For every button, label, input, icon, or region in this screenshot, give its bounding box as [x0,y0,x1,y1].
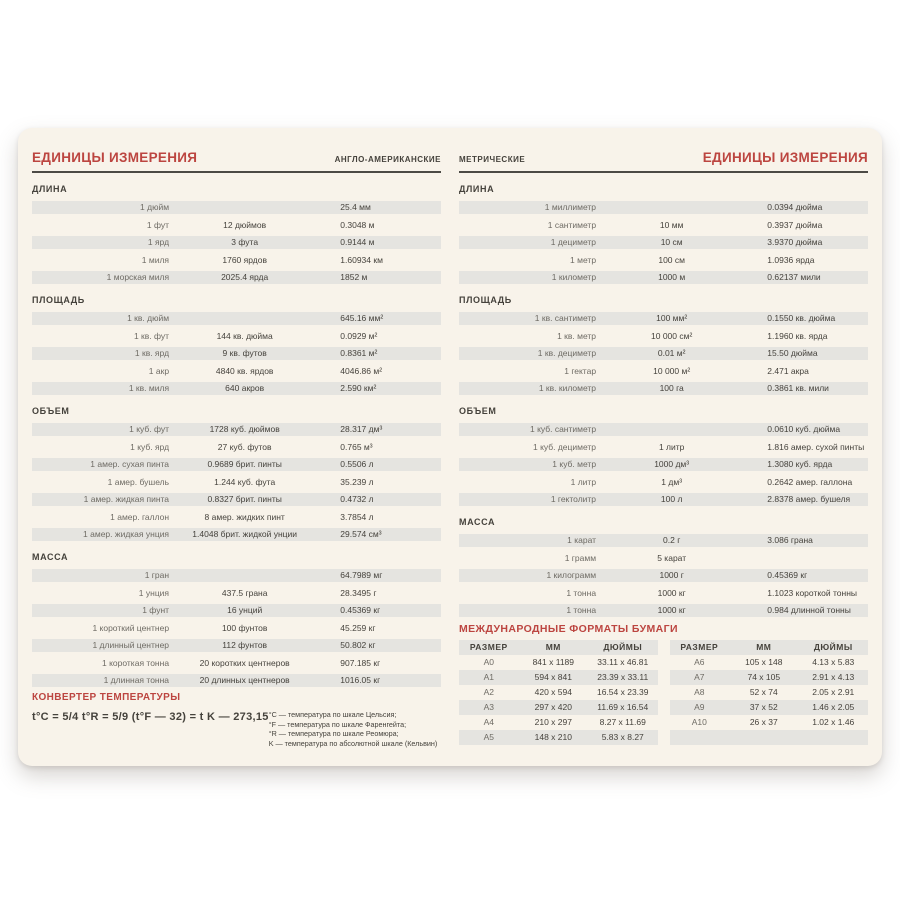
table-row [459,685,658,700]
paper-size-cell: A8 [694,687,705,697]
table-row [459,587,868,600]
table-row [459,330,868,343]
equivalent-cell: 0.2 г [663,535,681,545]
converted-value-cell: 4046.86 м² [340,365,383,376]
unit-name-cell: 1 метр [570,254,597,265]
equivalent-cell: 9 кв. футов [222,348,267,358]
paper-inch-cell: 1.46 x 2.05 [812,702,855,712]
unit-section [32,552,441,687]
unit-name-cell: 1 кв. дюйм [127,313,170,323]
converted-value-cell: 3.7854 л [340,511,374,522]
converted-value-cell: 0.0610 куб. дюйма [767,424,841,434]
converted-value-cell: 2.590 км² [340,383,377,393]
equivalent-cell: 10 мм [659,219,684,230]
paper-size-cell: A5 [483,732,494,742]
equivalent-cell: 2025.4 ярда [221,272,269,282]
equivalent-cell: 1000 г [659,570,684,580]
equivalent-cell: 27 куб. футов [217,441,272,452]
equivalent-cell: 112 фунтов [222,640,268,650]
paper-size-cell: A7 [694,672,705,682]
unit-name-cell: 1 тонна [566,605,597,615]
unit-name-cell: 1 унция [138,587,170,598]
paper-inch-cell: 11.69 x 16.54 [597,702,649,712]
converted-value-cell: 28.3495 г [340,587,377,598]
converted-value-cell: 1.1960 кв. ярда [767,330,828,341]
paper-size-cell: A2 [483,687,494,697]
table-row [459,730,658,745]
table-row [32,312,441,325]
unit-name-cell: 1 дециметр [550,237,597,247]
equivalent-cell: 100 л [660,494,683,504]
paper-column-header: ММ [756,642,772,652]
table-row [32,493,441,506]
paper-mm-cell: 52 x 74 [749,687,778,697]
unit-name-cell: 1 акр [148,365,170,376]
equivalent-cell: 0.9689 брит. пинты [207,459,282,469]
equivalent-cell: 3 фута [231,237,259,247]
unit-section [32,184,441,284]
table-row [459,271,868,284]
equivalent-cell: 640 акров [225,383,265,393]
paper-size-cell: A9 [694,702,705,712]
table-row [459,458,868,471]
equivalent-cell: 1000 м [658,272,686,282]
equivalent-cell: 1000 дм³ [654,459,690,469]
table-row [459,715,658,730]
paper-mm-cell: 26 x 37 [749,717,778,727]
unit-name-cell: 1 литр [570,476,597,487]
equivalent-cell: 1000 кг [657,605,686,615]
unit-name-cell: 1 амер. жидкая пинта [83,494,170,504]
table-row [459,236,868,249]
unit-name-cell: 1 куб. дециметр [532,441,597,452]
converted-value-cell: 645.16 мм² [340,313,384,323]
equivalent-cell [171,201,318,214]
converted-value-cell: 45.259 кг [340,622,376,633]
table-row [32,587,441,600]
table-row [670,685,869,700]
unit-name-cell: 1 карат [567,535,597,545]
table-row [459,670,658,685]
table-row [670,655,869,670]
converted-value-cell: 1016.05 кг [340,675,381,685]
unit-name-cell: 1 амер. бушель [107,476,170,487]
paper-inch-cell: 5.83 x 8.27 [601,732,644,742]
table-row [459,219,868,232]
section-title: ОБЪЕМ [459,406,497,416]
table-row [32,254,441,267]
temperature-converter [32,692,441,748]
paper-inch-cell: 4.13 x 5.83 [812,657,855,667]
paper-formats [459,623,868,745]
table-row [32,476,441,489]
converted-value-cell: 64.7989 мг [340,570,383,580]
temperature-converter-title: КОНВЕРТЕР ТЕМПЕРАТУРЫ [32,692,181,703]
converted-value-cell: 1.816 амер. сухой пинты [767,441,865,452]
table-row [459,201,868,214]
unit-name-cell: 1 кв. сантиметр [534,313,597,323]
converted-value-cell: 1.0936 ярда [767,254,815,265]
unit-name-cell: 1 дюйм [140,202,170,212]
equivalent-cell: 8 амер. жидких пинт [204,511,285,522]
temperature-note-line: °R — температура по шкале Реомюра; [268,729,399,739]
equivalent-cell: 10 см [660,237,683,247]
equivalent-cell [598,201,745,214]
paper-format-table [459,640,658,745]
converted-value-cell: 0.0929 м² [340,330,378,341]
table-row [459,365,868,378]
converted-value-cell: 0.8361 м² [340,348,378,358]
column-anglo-american [32,148,441,757]
table-row [459,312,868,325]
reference-page-card [18,128,882,766]
converted-value-cell: 2.8378 амер. бушеля [767,494,851,504]
equivalent-cell [171,569,318,582]
table-row [459,423,868,436]
converted-value-cell: 0.45369 кг [767,570,808,580]
converted-value-cell: 2.471 акра [767,365,809,376]
table-row [32,639,441,652]
header-divider [32,171,441,173]
left-column-subtitle: АНГЛО-АМЕРИКАНСКИЕ [334,155,441,164]
equivalent-cell: 20 длинных центнеров [199,675,290,685]
section-title: ДЛИНА [32,184,68,194]
unit-name-cell: 1 гектар [564,365,597,376]
section-title: ПЛОЩАДЬ [32,295,85,305]
unit-section [459,406,868,506]
unit-section [459,184,868,284]
converted-value-cell: 0.3937 дюйма [767,219,823,230]
table-row [32,330,441,343]
unit-name-cell: 1 кв. дециметр [537,348,597,358]
unit-name-cell: 1 амер. сухая пинта [90,459,170,469]
unit-name-cell: 1 кв. миля [128,383,170,393]
table-row [32,423,441,436]
table-row [32,219,441,232]
page-title-left: ЕДИНИЦЫ ИЗМЕРЕНИЯ [32,150,198,165]
converted-value-cell: 0.4732 л [340,494,374,504]
equivalent-cell: 0.01 м² [657,348,686,358]
converted-value-cell: 29.574 см³ [340,529,382,539]
converted-value-cell [745,552,868,565]
paper-mm-cell: 210 x 297 [534,717,572,727]
paper-formats-title: МЕЖДУНАРОДНЫЕ ФОРМАТЫ БУМАГИ [459,623,678,635]
section-title: МАССА [32,552,69,562]
converted-value-cell: 0.3861 кв. мили [767,383,829,393]
right-column-header [459,148,868,165]
converted-value-cell: 1.1023 короткой тонны [767,587,858,598]
paper-table-header-row [670,640,869,655]
table-row [32,528,441,541]
paper-format-table [670,640,869,745]
unit-name-cell: 1 куб. ярд [130,441,170,452]
column-metric [459,148,868,757]
paper-size-cell: A6 [694,657,705,667]
table-row [670,715,869,730]
page-title-right: ЕДИНИЦЫ ИЗМЕРЕНИЯ [702,150,868,165]
equivalent-cell: 0.8327 брит. пинты [207,494,282,504]
unit-name-cell: 1 гран [144,570,170,580]
unit-name-cell: 1 куб. метр [552,459,597,469]
left-column-header [32,148,441,165]
converted-value-cell: 0.984 длинной тонны [767,605,851,615]
unit-name-cell: 1 короткая тонна [102,657,170,668]
table-row [670,700,869,715]
table-row [32,622,441,635]
unit-name-cell: 1 кв. километр [538,383,597,393]
converted-value-cell: 1852 м [340,272,368,282]
converted-value-cell: 0.45369 кг [340,605,381,615]
paper-format-tables [459,640,868,745]
paper-mm-cell: 420 x 594 [534,687,572,697]
unit-name-cell: 1 тонна [566,587,597,598]
equivalent-cell: 16 унций [227,605,263,615]
paper-inch-cell: 2.05 x 2.91 [812,687,855,697]
equivalent-cell: 100 см [658,254,685,265]
table-row [459,700,658,715]
section-title: ОБЪЕМ [32,406,70,416]
table-row [459,254,868,267]
converted-value-cell: 0.5506 л [340,459,374,469]
table-row [670,670,869,685]
unit-name-cell: 1 километр [551,272,597,282]
unit-name-cell: 1 килограмм [546,570,597,580]
paper-column-header: ДЮЙМЫ [603,642,643,652]
unit-name-cell: 1 кв. метр [557,330,597,341]
paper-mm-cell: 74 x 105 [747,672,781,682]
table-row [32,604,441,617]
converted-value-cell: 0.0394 дюйма [767,202,823,212]
metric-unit-sections [459,184,868,617]
anglo-american-unit-sections [32,184,441,687]
converted-value-cell: 0.62137 мили [767,272,821,282]
unit-section [459,517,868,617]
unit-name-cell: 1 длинная тонна [103,675,170,685]
table-row [32,347,441,360]
equivalent-cell: 10 000 см² [651,330,693,341]
paper-size-cell: A10 [691,717,707,727]
paper-mm-cell: 148 x 210 [534,732,572,742]
table-row [32,458,441,471]
table-row [459,476,868,489]
table-row [32,674,441,687]
paper-inch-cell: 33.11 x 46.81 [597,657,649,667]
paper-column-header: ММ [545,642,561,652]
table-row [459,552,868,565]
converted-value-cell: 3.9370 дюйма [767,237,823,247]
converted-value-cell: 15.50 дюйма [767,348,818,358]
equivalent-cell: 1728 куб. дюймов [209,424,280,434]
section-title: ПЛОЩАДЬ [459,295,512,305]
equivalent-cell: 12 дюймов [223,219,267,230]
temperature-note-line: °C — температура по шкале Цельсия; [268,710,397,719]
converted-value-cell: 0.2642 амер. галлона [767,476,853,487]
table-row [32,201,441,214]
unit-name-cell: 1 куб. сантиметр [529,424,597,434]
paper-size-cell: A3 [483,702,494,712]
table-row [459,534,868,547]
table-row [32,382,441,395]
table-row [32,365,441,378]
table-row [32,441,441,454]
temperature-note-line: °F — температура по шкале Фаренгейта; [268,719,407,729]
unit-name-cell: 1 сантиметр [547,219,597,230]
unit-name-cell: 1 кв. фут [133,330,170,341]
converted-value-cell: 907.185 кг [340,657,381,668]
equivalent-cell [598,423,745,436]
unit-section [32,406,441,541]
equivalent-cell: 5 карат [657,552,687,563]
equivalent-cell: 1.4048 брит. жидкой унции [192,529,298,539]
converted-value-cell: 0.1550 кв. дюйма [767,313,836,323]
temperature-formula: t°C = 5/4 t°R = 5/9 (t°F — 32) = t K — 273,15 [32,711,269,723]
unit-name-cell: 1 фунт [142,605,170,615]
paper-inch-cell: 8.27 x 11.69 [599,717,646,727]
unit-section [459,295,868,395]
paper-size-cell: A1 [483,672,494,682]
table-row [32,569,441,582]
empty-row [670,730,869,745]
paper-mm-cell: 105 x 148 [745,657,783,667]
equivalent-cell: 100 га [659,383,684,393]
paper-inch-cell: 16.54 x 23.39 [596,687,649,697]
section-title: ДЛИНА [459,184,495,194]
paper-mm-cell: 594 x 841 [534,672,572,682]
paper-table-header-row [459,640,658,655]
table-row [459,347,868,360]
paper-size-cell: A0 [483,657,494,667]
unit-name-cell: 1 куб. фут [129,424,170,434]
table-row [32,657,441,670]
table-row [459,655,658,670]
unit-name-cell: 1 миллиметр [544,202,597,212]
equivalent-cell: 1000 кг [657,587,686,598]
unit-name-cell: 1 фут [146,219,170,230]
equivalent-cell: 1 дм³ [661,476,683,487]
equivalent-cell: 20 коротких центнеров [199,657,290,668]
converted-value-cell: 28.317 дм³ [340,424,383,434]
equivalent-cell: 10 000 м² [653,365,691,376]
equivalent-cell: 100 фунтов [221,622,268,633]
unit-name-cell: 1 морская миля [106,272,170,282]
table-row [32,236,441,249]
unit-name-cell: 1 ярд [147,237,170,247]
table-row [459,441,868,454]
paper-mm-cell: 297 x 420 [534,702,572,712]
equivalent-cell: 1760 ярдов [222,254,267,265]
equivalent-cell: 1.244 куб. фута [214,476,276,487]
table-row [459,569,868,582]
equivalent-cell: 1 литр [658,441,685,452]
converted-value-cell: 0.765 м³ [340,441,373,452]
paper-mm-cell: 37 x 52 [749,702,778,712]
paper-inch-cell: 1.02 x 1.46 [812,717,855,727]
converted-value-cell: 1.60934 км [340,254,383,265]
unit-name-cell: 1 длинный центнер [92,640,170,650]
paper-column-header: РАЗМЕР [469,642,508,652]
temperature-scale-notes [269,710,441,748]
equivalent-cell: 100 мм² [656,313,688,323]
temperature-note-line: K — температура по абсолютной шкале (Кельвин) [268,738,438,748]
unit-name-cell: 1 короткий центнер [92,622,170,633]
section-title: МАССА [459,517,496,527]
equivalent-cell: 4840 кв. ярдов [215,365,274,376]
converted-value-cell: 0.3048 м [340,219,375,230]
equivalent-cell [171,312,318,325]
unit-name-cell: 1 кв. ярд [134,348,170,358]
converted-value-cell: 1.3080 куб. ярда [767,459,833,469]
paper-inch-cell: 2.91 x 4.13 [812,672,855,682]
unit-name-cell: 1 амер. жидкая унция [83,529,170,539]
converted-value-cell: 25.4 мм [340,202,371,212]
paper-mm-cell: 841 x 1189 [532,657,574,667]
unit-name-cell: 1 миля [141,254,170,265]
table-row [32,511,441,524]
unit-name-cell: 1 гектолитр [550,494,597,504]
paper-column-header: ДЮЙМЫ [813,642,853,652]
table-row [459,604,868,617]
converted-value-cell: 3.086 грана [767,535,813,545]
unit-section [32,295,441,395]
equivalent-cell: 144 кв. дюйма [216,330,273,341]
paper-size-cell: A4 [483,717,494,727]
table-row [459,382,868,395]
right-column-subtitle: МЕТРИЧЕСКИЕ [459,155,526,164]
table-row [32,271,441,284]
unit-name-cell: 1 амер. галлон [110,511,170,522]
paper-column-header: РАЗМЕР [680,642,719,652]
converted-value-cell: 35.239 л [340,476,374,487]
paper-inch-cell: 23.39 x 33.11 [597,672,649,682]
converted-value-cell: 50.802 кг [340,640,376,650]
converted-value-cell: 0.9144 м [340,237,375,247]
equivalent-cell: 437.5 грана [221,587,268,598]
header-divider [459,171,868,173]
unit-name-cell: 1 грамм [564,552,597,563]
table-row [459,493,868,506]
